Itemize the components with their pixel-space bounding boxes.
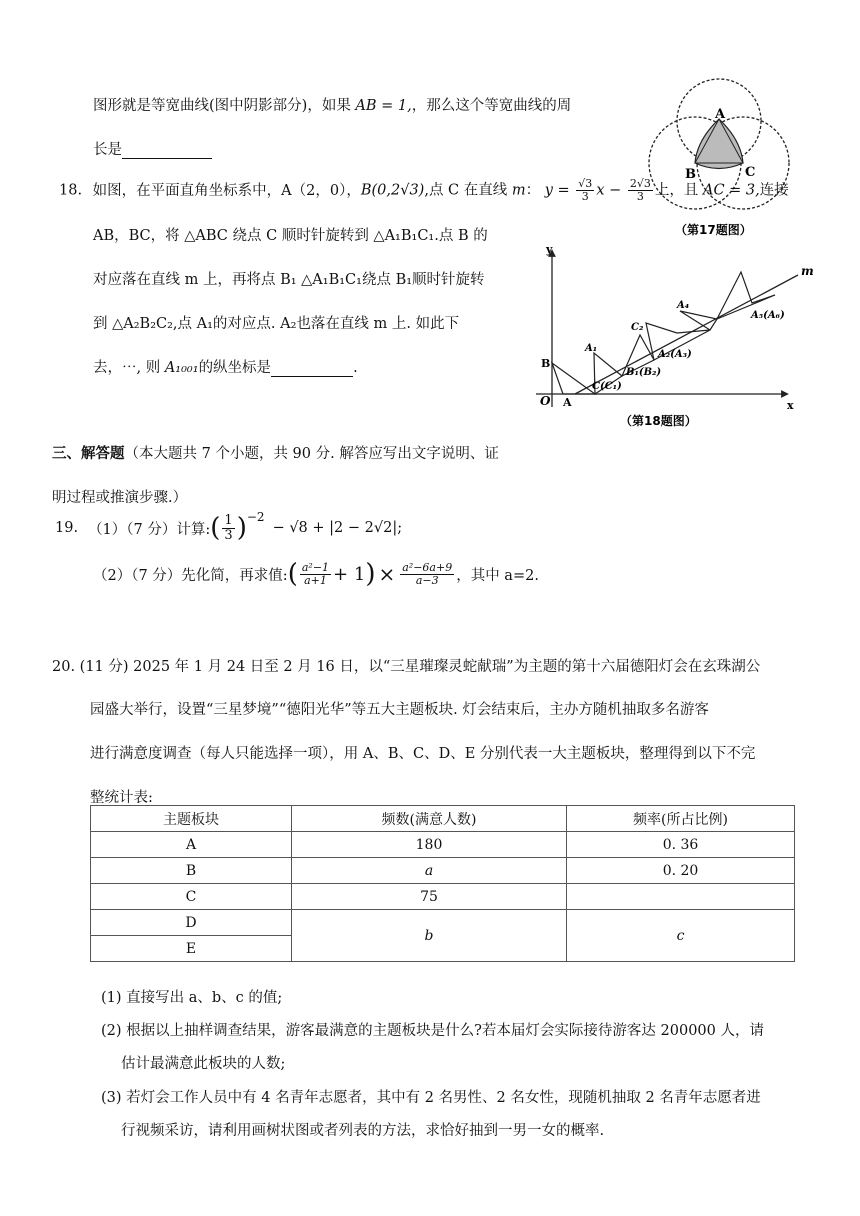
fig18-label-b1: B₁(B₂) xyxy=(626,367,662,378)
triangle-abc-18 xyxy=(552,363,595,394)
table-header: 频数(满意人数) xyxy=(292,806,567,832)
fig18-label-m: m xyxy=(801,264,814,278)
figure-17 xyxy=(645,72,793,242)
fig18-label-c: C(C₁) xyxy=(592,381,622,392)
table-cell: A xyxy=(91,832,292,858)
table-cell: B xyxy=(91,858,292,884)
q20-sub2-line2: 估计最满意此板块的人数; xyxy=(121,1056,286,1072)
table-header-row xyxy=(91,806,795,832)
q20-line1: 20. (11 分) 2025 年 1 月 24 日至 2 月 16 日，以“三星璀璨灵蛇献瑞”为主题的第十六届德阳灯会在玄珠湖公 xyxy=(52,659,761,675)
q17-line2: 长是 xyxy=(93,138,212,159)
fig18-label-c2: C₂ xyxy=(631,322,644,333)
table-cell xyxy=(567,884,795,910)
fig18-y-label: y xyxy=(546,245,553,256)
q18-line1: 18. 如图，在平面直角坐标系中，A（2，0），B(0,2√3),点 C 在直线 m： y = $\frac{√3}{3}$ x − $\frac{2√3}{3}$ 上，且 AC = 3,连接 xyxy=(59,177,789,203)
table-header: 频率(所占比例) xyxy=(567,806,795,832)
fig18-label-b: B xyxy=(541,357,551,370)
section3-title: 三、解答题 xyxy=(52,445,125,462)
table-cell-merged: c xyxy=(567,910,795,962)
table-row xyxy=(91,884,795,910)
fig17-label-a: A xyxy=(715,107,726,122)
q17-ab-eq: AB = 1, xyxy=(355,98,412,114)
fig18-caption: （第18题图） xyxy=(620,414,697,428)
section3-line2: 明过程或推演步骤.） xyxy=(52,490,188,506)
table-row xyxy=(91,910,795,936)
fig17-label-c: C xyxy=(745,165,756,180)
table-cell: 180 xyxy=(292,832,567,858)
table-cell: C xyxy=(91,884,292,910)
fig18-origin: O xyxy=(540,394,551,408)
fig18-label-a2: A₂(A₃) xyxy=(658,349,692,360)
fig17-label-b: B xyxy=(685,167,696,182)
line-m xyxy=(575,275,798,394)
frac-sqrt3-over-3: $\frac{√3}{3}$ xyxy=(578,177,593,203)
figure-18 xyxy=(530,245,815,435)
fig18-label-a: A xyxy=(563,396,572,409)
q19-number: 19. xyxy=(55,520,79,536)
table-cell: 0. 20 xyxy=(567,858,795,884)
fig18-x-label: x xyxy=(787,399,794,412)
table-cell: E xyxy=(91,936,292,962)
q18-line5: 去，⋯, 则 A₁₀₀₁的纵坐标是 . xyxy=(93,360,358,376)
q18-line3: 对应落在直线 m 上，再将点 B₁ △A₁B₁C₁绕点 B₁顺时针旋转 xyxy=(93,272,485,288)
table-row xyxy=(91,858,795,884)
q20-line3: 进行满意度调查（每人只能选择一项），用 A、B、C、D、E 分别代表一大主题板块，整理得到以下不完 xyxy=(90,746,756,762)
table-cell-merged: b xyxy=(292,910,567,962)
table-row xyxy=(91,832,795,858)
table-header: 主题板块 xyxy=(91,806,292,832)
fig18-label-a4: A₄ xyxy=(677,300,690,311)
fig18-label-a5: A₅(A₆) xyxy=(751,310,785,321)
q20-sub3-line2: 行视频采访，请利用画树状图或者列表的方法，求恰好抽到一男一女的概率. xyxy=(121,1123,605,1139)
fig17-caption: （第17题图） xyxy=(675,223,752,237)
q20-line4: 整统计表: xyxy=(90,790,153,806)
table-cell: a xyxy=(292,858,567,884)
table-cell: D xyxy=(91,910,292,936)
frac-2sqrt3-over-3: $\frac{2√3}{3}$ xyxy=(629,177,651,203)
section3-line1: 三、解答题（本大题共 7 个小题，共 90 分. 解答应写出文字说明、证 xyxy=(52,445,499,462)
q20-sub1: (1) 直接写出 a、b、c 的值; xyxy=(101,990,283,1006)
answer-blank-18 xyxy=(271,362,353,377)
q19-part1: 19. （1）（7 分）计算: ( $\frac{1}{3}$ ) $^{-2}$ − √8 + |2 − 2√2|; xyxy=(55,510,403,543)
q17-line1: 图形就是等宽曲线(图中阴影部分)，如果 AB = 1,，那么这个等宽曲线的周 xyxy=(93,98,572,114)
fig18-label-a1: A₁ xyxy=(585,343,598,354)
table-cell: 75 xyxy=(292,884,567,910)
reuleaux-shaded xyxy=(695,119,743,169)
q18-line4: 到 △A₂B₂C₂,点 A₁的对应点. A₂也落在直线 m 上. 如此下 xyxy=(93,316,460,332)
q18-number: 18. xyxy=(59,182,83,199)
q20-line2: 园盛大举行，设置“三星梦境”“德阳光华”等五大主题板块. 灯会结束后，主办方随机抽取多名游客 xyxy=(90,702,709,718)
table-cell: 0. 36 xyxy=(567,832,795,858)
stat-table xyxy=(90,805,795,962)
q20-sub2-line1: (2) 根据以上抽样调查结果，游客最满意的主题板块是什么?若本届灯会实际接待游客达 200000 人，请 xyxy=(101,1023,764,1039)
q18-line2: AB，BC，将 △ABC 绕点 C 顺时针旋转到 △A₁B₁C₁.点 B 的 xyxy=(93,228,488,244)
q19-part2: （2）（7 分）先化简，再求值: ( $\frac{\text{a²−1}}{a+1}$ + 1 ) × $\frac{\text{a²−6a+9}}{a-3}$ ，其中 a=2. xyxy=(93,559,539,589)
q20-sub3-line1: (3) 若灯会工作人员中有 4 名青年志愿者，其中有 2 名男性、2 名女性，现随机抽取 2 名青年志愿者进 xyxy=(101,1090,761,1106)
answer-blank-17 xyxy=(122,144,212,159)
